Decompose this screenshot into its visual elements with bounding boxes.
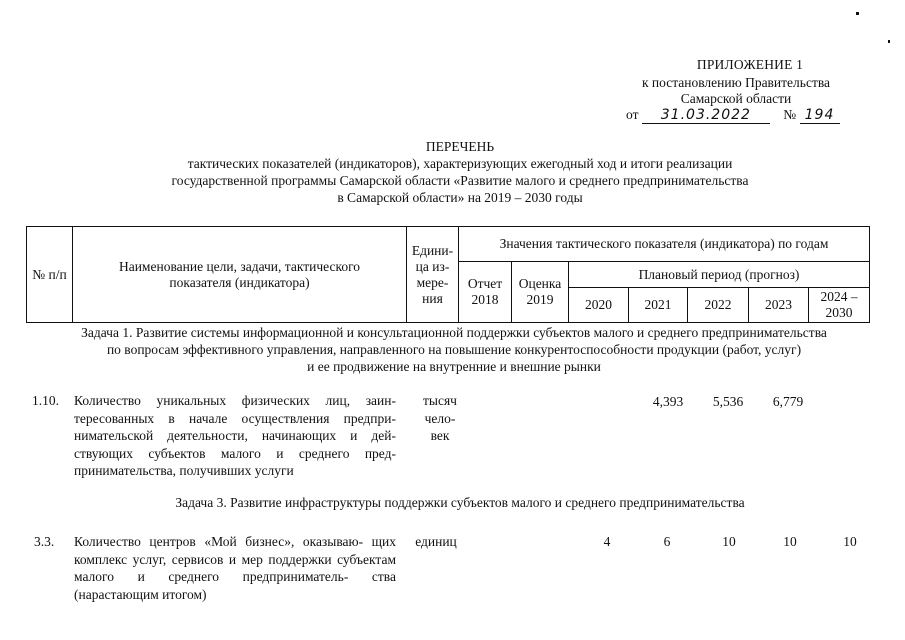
row-1-10-value-2020: 4,393 bbox=[652, 394, 684, 409]
indicator-table-header bbox=[26, 226, 870, 323]
header-estimate-2019: Оценка 2019 bbox=[512, 262, 569, 323]
number-prefix: № bbox=[783, 107, 797, 122]
row-1-10-number: 1.10. bbox=[32, 393, 59, 408]
row-1-10-unit: тысяч чело- век bbox=[423, 393, 457, 443]
heading-line-1: тактических показателей (индикаторов), характеризующих ежегодный ход и итоги реализации bbox=[187, 156, 733, 171]
heading-line-3: в Самарской области» на 2019 – 2030 годы bbox=[337, 190, 583, 205]
document-heading bbox=[120, 138, 800, 206]
task-1-line-2: по вопросам эффективного управления, направленного на повышение конкурентоспособности продукции (работ, услуг) bbox=[106, 342, 802, 357]
header-year-2023: 2023 bbox=[749, 288, 809, 323]
header-year-2024-2030: 2024 – 2030 bbox=[809, 288, 870, 323]
task-1-line-1: Задача 1. Развитие системы информационной и консультационной поддержки субъектов малого и среднего предпринимательства bbox=[81, 325, 827, 340]
appendix-date-line bbox=[626, 106, 866, 124]
header-name: Наименование цели, задачи, тактического показателя (индикатора) bbox=[73, 227, 407, 323]
appendix-region-line: Самарской области bbox=[680, 91, 792, 106]
heading-title: ПЕРЕЧЕНЬ bbox=[425, 139, 495, 154]
task-1-heading bbox=[28, 324, 880, 375]
handwritten-number: 194 bbox=[800, 107, 840, 124]
date-prefix: от bbox=[626, 107, 639, 122]
heading-line-2: государственной программы Самарской области «Развитие малого и среднего предпринимательства bbox=[171, 173, 749, 188]
row-3-3-value-2023: 10 bbox=[783, 534, 797, 549]
row-3-3-number: 3.3. bbox=[34, 534, 55, 549]
header-unit: Едини- ца из- мере- ния bbox=[407, 227, 459, 323]
row-3-3-value-2022: 10 bbox=[722, 534, 736, 549]
row-3-3-value-2020: 4 bbox=[603, 534, 611, 549]
header-values-by-year: Значения тактического показателя (индикатора) по годам bbox=[459, 227, 870, 262]
appendix-title: ПРИЛОЖЕНИЕ 1 bbox=[696, 57, 804, 72]
scan-mark bbox=[856, 12, 859, 15]
header-year-2021: 2021 bbox=[629, 288, 688, 323]
task-1-line-3: и ее продвижение на внутренние и внешние рынки bbox=[307, 359, 601, 374]
header-report-2018: Отчет 2018 bbox=[459, 262, 512, 323]
row-3-3-value-2024-2030: 10 bbox=[843, 534, 857, 549]
header-year-2022: 2022 bbox=[688, 288, 749, 323]
row-1-10-value-2022: 6,779 bbox=[772, 394, 804, 409]
appendix-decree-line: к постановлению Правительства bbox=[641, 75, 831, 90]
handwritten-date: 31.03.2022 bbox=[642, 107, 770, 124]
scan-mark bbox=[888, 40, 890, 43]
task-3-heading: Задача 3. Развитие инфраструктуры поддержки субъектов малого и среднего предпринимательства bbox=[175, 495, 745, 510]
row-1-10-value-2021: 5,536 bbox=[712, 394, 744, 409]
header-year-2020: 2020 bbox=[569, 288, 629, 323]
row-3-3-unit: единиц bbox=[415, 534, 457, 549]
row-3-3-value-2021: 6 bbox=[663, 534, 671, 549]
header-plan-period: Плановый период (прогноз) bbox=[569, 262, 870, 288]
header-number: № п/п bbox=[27, 227, 73, 323]
row-3-3-name: Количество центров «Мой бизнес», оказываю- щих комплекс услуг, сервисов и мер поддержки субъектам малого и среднего предприниматель- ства (нарастающим итогом) bbox=[74, 534, 396, 602]
row-1-10-name: Количество уникальных физических лиц, заин- тересованных в начале осуществления предпри- нимательской деятельности, начинающих и дей- ствующих субъектов малого и среднего пред- принимательства, получивших услуги bbox=[74, 393, 396, 478]
